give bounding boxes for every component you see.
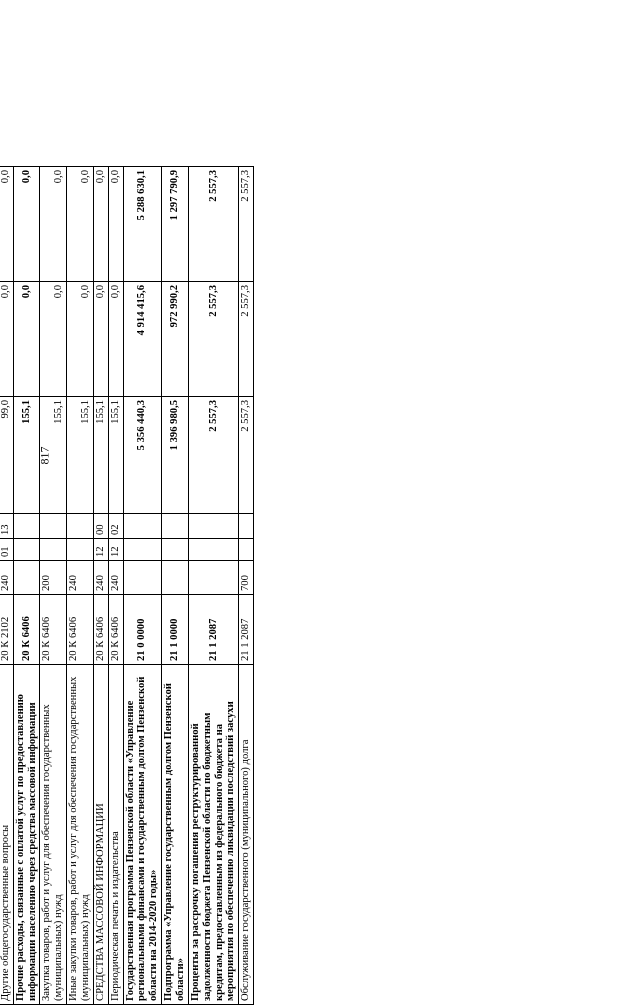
- cell-pr: 00: [93, 514, 108, 539]
- cell-rz: [67, 539, 94, 561]
- cell-csr: 20 К 6406: [93, 595, 108, 665]
- table-row: [123, 167, 162, 1005]
- cell-name: Подпрограмма «Управление государственным долгом Пензенской области»: [162, 665, 189, 1005]
- cell-rz: [13, 539, 40, 561]
- cell-2016: 0,0: [108, 282, 123, 397]
- cell-pr: [13, 514, 40, 539]
- cell-2017: 2 557,3: [239, 167, 254, 282]
- table-row: [188, 167, 238, 1005]
- cell-csr: 20 К 2102: [0, 595, 13, 665]
- cell-vr: 200: [40, 561, 67, 595]
- cell-csr: 21 1 2087: [188, 595, 238, 665]
- table-row: [13, 167, 40, 1005]
- cell-pr: [40, 514, 67, 539]
- cell-name: СРЕДСТВА МАССОВОЙ ИНФОРМАЦИИ: [93, 665, 108, 1005]
- cell-2015: 155,1: [13, 397, 40, 514]
- cell-2015: 1 396 980,5: [162, 397, 189, 514]
- cell-csr: 21 1 2087: [239, 595, 254, 665]
- cell-name: Иные закупки товаров, работ и услуг для обеспечения государственных (муниципальных) нужд: [67, 665, 94, 1005]
- cell-2016: 0,0: [93, 282, 108, 397]
- cell-rz: [123, 539, 162, 561]
- cell-vr: 240: [67, 561, 94, 595]
- cell-name: Обслуживание государственного (муниципального) долга: [239, 665, 254, 1005]
- table-row: [239, 167, 254, 1005]
- cell-pr: 02: [108, 514, 123, 539]
- cell-name: Закупка товаров, работ и услуг для обеспечения государственных (муниципальных) нужд: [40, 665, 67, 1005]
- cell-rz: [239, 539, 254, 561]
- cell-2017: 0,0: [67, 167, 94, 282]
- rotated-table-container: [0, 167, 329, 1005]
- cell-pr: [123, 514, 162, 539]
- cell-2015: 155,1: [108, 397, 123, 514]
- cell-vr: 700: [239, 561, 254, 595]
- cell-rz: [188, 539, 238, 561]
- cell-rz: 01: [0, 539, 13, 561]
- cell-2016: 0,0: [13, 282, 40, 397]
- cell-pr: 13: [0, 514, 13, 539]
- cell-2015: 155,1: [67, 397, 94, 514]
- cell-2016: 4 914 415,6: [123, 282, 162, 397]
- cell-csr: 20 К 6406: [108, 595, 123, 665]
- cell-vr: [13, 561, 40, 595]
- cell-2017: 2 557,3: [188, 167, 238, 282]
- cell-name: Другие общегосударственные вопросы: [0, 665, 13, 1005]
- page-number: 817: [37, 446, 52, 465]
- cell-2017: 0,0: [108, 167, 123, 282]
- cell-name: Государственная программа Пензенской области «Управление региональными финансами и государственным долгом Пензенской области на 2014-2020 годы»: [123, 665, 162, 1005]
- cell-2016: 2 557,3: [239, 282, 254, 397]
- cell-2017: 0,0: [0, 167, 13, 282]
- cell-2016: 0,0: [40, 282, 67, 397]
- table-row: [67, 167, 94, 1005]
- cell-csr: 20 К 6406: [67, 595, 94, 665]
- cell-rz: [162, 539, 189, 561]
- table-row: [162, 167, 189, 1005]
- cell-2015: 155,1: [93, 397, 108, 514]
- cell-2016: 0,0: [0, 282, 13, 397]
- cell-2015: 2 557,3: [239, 397, 254, 514]
- cell-name: Прочие расходы, связанные с оплатой услуг по предоставлению информации населению через средства массовой информации: [13, 665, 40, 1005]
- cell-vr: [162, 561, 189, 595]
- table-row: [93, 167, 108, 1005]
- cell-csr: 20 К 6406: [40, 595, 67, 665]
- cell-2017: 0,0: [93, 167, 108, 282]
- cell-2015: 155,1: [40, 397, 67, 514]
- cell-vr: 240: [108, 561, 123, 595]
- cell-2017: 0,0: [40, 167, 67, 282]
- cell-2016: 2 557,3: [188, 282, 238, 397]
- cell-pr: [188, 514, 238, 539]
- cell-vr: [123, 561, 162, 595]
- budget-table: [0, 166, 254, 1005]
- table-row: [108, 167, 123, 1005]
- cell-2017: 0,0: [13, 167, 40, 282]
- cell-rz: [40, 539, 67, 561]
- cell-vr: [188, 561, 238, 595]
- cell-pr: [162, 514, 189, 539]
- cell-2015: 99,0: [0, 397, 13, 514]
- table-body: [0, 167, 254, 1005]
- cell-rz: 12: [108, 539, 123, 561]
- table-row: [0, 167, 13, 1005]
- cell-pr: [239, 514, 254, 539]
- cell-2016: 0,0: [67, 282, 94, 397]
- cell-name: Периодическая печать и издательства: [108, 665, 123, 1005]
- cell-rz: 12: [93, 539, 108, 561]
- cell-2017: 5 288 630,1: [123, 167, 162, 282]
- cell-2017: 1 297 790,9: [162, 167, 189, 282]
- cell-2015: 5 356 440,3: [123, 397, 162, 514]
- cell-csr: 20 К 6406: [13, 595, 40, 665]
- cell-2015: 2 557,3: [188, 397, 238, 514]
- cell-csr: 21 0 0000: [123, 595, 162, 665]
- cell-name: Проценты за рассрочку погашения реструктурированной задолженности бюджета Пензенской области по бюджетным кредитам, предоставленным из федерального бюджета на мероприятия по обеспечению ликвидации последствий засухи: [188, 665, 238, 1005]
- cell-csr: 21 1 0000: [162, 595, 189, 665]
- table-row: [40, 167, 67, 1005]
- cell-vr: 240: [0, 561, 13, 595]
- cell-pr: [67, 514, 94, 539]
- cell-vr: 240: [93, 561, 108, 595]
- cell-2016: 972 990,2: [162, 282, 189, 397]
